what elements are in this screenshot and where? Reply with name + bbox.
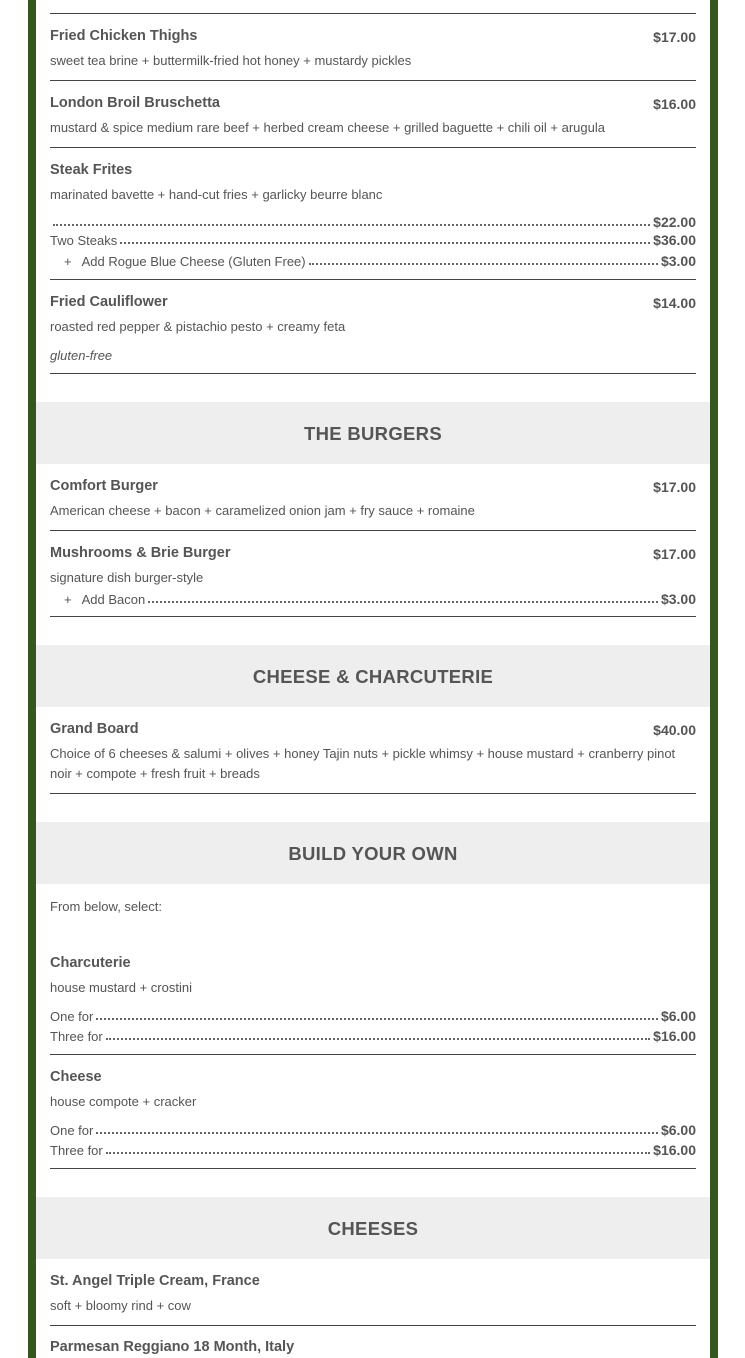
- item-description: house compote + cracker: [50, 1094, 197, 1109]
- option-price: $16.00: [653, 1142, 696, 1158]
- dietary-tag: gluten-free: [50, 348, 113, 363]
- item-name: Comfort Burger: [50, 478, 158, 494]
- option-label: Three for: [50, 1143, 103, 1158]
- item-price: $16.00: [653, 96, 696, 112]
- divider: [50, 793, 696, 794]
- section-title: THE BURGERS: [304, 423, 442, 444]
- option-label: Add Bacon: [81, 592, 146, 607]
- item-price: $14.00: [653, 295, 696, 311]
- dot-leader: [120, 242, 650, 244]
- item-description: marinated bavette + hand-cut fries + garlicky beurre blanc: [50, 187, 383, 202]
- dot-leader: [96, 1132, 658, 1134]
- item-description: roasted red pepper & pistachio pesto + creamy feta: [50, 319, 346, 334]
- item-price: $17.00: [653, 479, 696, 495]
- item-name: Steak Frites: [50, 162, 133, 178]
- price-option: [50, 1006, 696, 1024]
- option-label: One for: [50, 1123, 94, 1138]
- dot-leader: [106, 1038, 650, 1040]
- item-name: Fried Chicken Thighs: [50, 28, 198, 44]
- option-price: $6.00: [660, 1008, 696, 1024]
- item-price: $17.00: [653, 546, 696, 562]
- divider: [50, 13, 696, 14]
- item-description: soft + bloomy rind + cow: [50, 1298, 191, 1313]
- item-name: Charcuterie: [50, 955, 131, 971]
- price-option: [50, 230, 696, 248]
- price-option: [50, 212, 696, 230]
- divider: [50, 1054, 696, 1055]
- price-option: [50, 1140, 696, 1158]
- option-label: Two Steaks: [50, 233, 118, 248]
- item-name: Fried Cauliflower: [50, 294, 168, 310]
- item-name: Parmesan Reggiano 18 Month, Italy: [50, 1339, 295, 1355]
- item-name: Cheese: [50, 1069, 102, 1085]
- dot-leader: [53, 224, 650, 226]
- divider: [50, 279, 696, 280]
- dot-leader: [309, 263, 658, 265]
- divider: [50, 616, 696, 617]
- item-name: Mushrooms & Brie Burger: [50, 545, 231, 561]
- item-name: Grand Board: [50, 721, 139, 737]
- item-description: house mustard + crostini: [50, 980, 192, 995]
- section-title: BUILD YOUR OWN: [288, 843, 458, 864]
- option-price: $3.00: [660, 253, 696, 269]
- addon-option: [50, 589, 696, 607]
- item-description: mustard & spice medium rare beef + herbed cream cheese + grilled baguette + chili oil + arugula: [50, 120, 605, 135]
- option-price: $36.00: [653, 232, 696, 248]
- item-description: American cheese + bacon + caramelized onion jam + fry sauce + romaine: [50, 503, 475, 518]
- section-title: CHEESE & CHARCUTERIE: [252, 666, 494, 687]
- plus-icon: +: [64, 254, 72, 269]
- divider: [50, 80, 696, 81]
- section-title: CHEESES: [327, 1218, 419, 1239]
- section-intro: From below, select:: [50, 899, 162, 914]
- option-label: Three for: [50, 1029, 103, 1044]
- option-price: $16.00: [653, 1028, 696, 1044]
- option-label: Add Rogue Blue Cheese (Gluten Free): [81, 254, 306, 269]
- divider: [50, 1325, 696, 1326]
- dot-leader: [148, 601, 658, 603]
- item-description: signature dish burger-style: [50, 570, 204, 585]
- divider: [50, 1168, 696, 1169]
- divider: [50, 373, 696, 374]
- item-name: St. Angel Triple Cream, France: [50, 1273, 260, 1289]
- option-price: $3.00: [660, 591, 696, 607]
- plus-icon: +: [64, 592, 72, 607]
- divider: [50, 147, 696, 148]
- item-description: sweet tea brine + buttermilk-fried hot honey + mustardy pickles: [50, 53, 412, 68]
- dot-leader: [96, 1018, 658, 1020]
- option-price: $22.00: [653, 214, 696, 230]
- divider: [50, 530, 696, 531]
- price-option: [50, 1120, 696, 1138]
- item-price: $40.00: [653, 722, 696, 738]
- option-label: One for: [50, 1009, 94, 1024]
- option-price: $6.00: [660, 1122, 696, 1138]
- item-price: $17.00: [653, 29, 696, 45]
- item-name: London Broil Bruschetta: [50, 95, 220, 111]
- dot-leader: [106, 1152, 650, 1154]
- price-option: [50, 1026, 696, 1044]
- addon-option: [50, 251, 696, 269]
- item-description: Choice of 6 cheeses & salumi + olives + honey Tajin nuts + pickle whimsy + house mustard + cranberry pinot noir + compote + fresh fruit + breads: [50, 746, 676, 781]
